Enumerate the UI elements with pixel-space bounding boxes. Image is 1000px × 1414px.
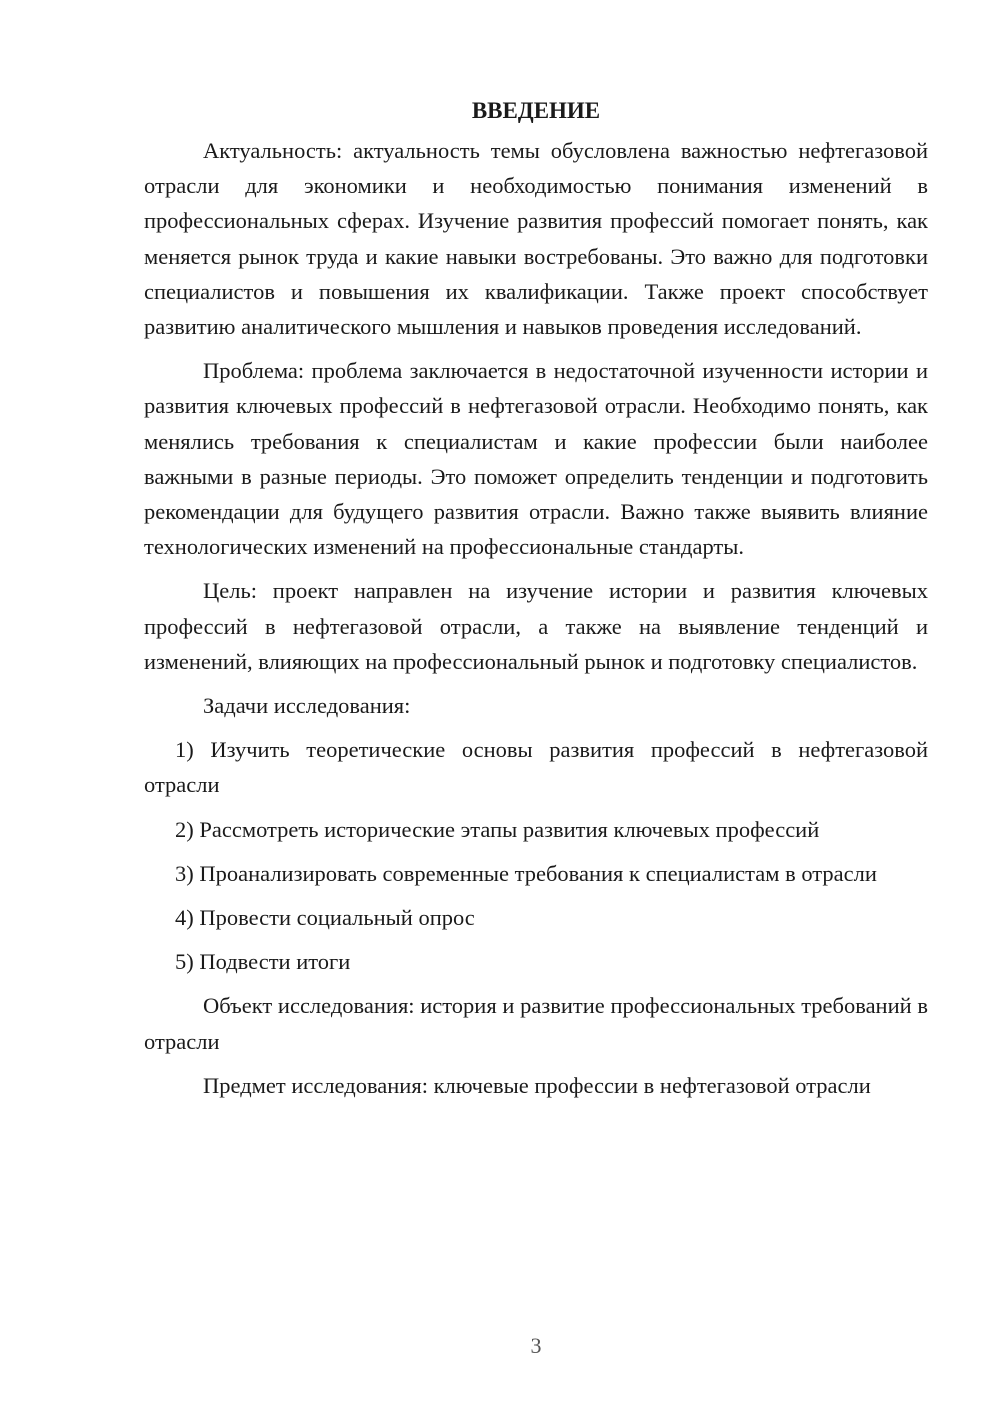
goal-paragraph: Цель: проект направлен на изучение истории и развития ключевых профессий в нефтегазовой отрасли, а также на выявление тенденций и изменений, влияющих на профессиональный рынок и подготовку специалистов. [144, 578, 928, 674]
page-title: ВВЕДЕНИЕ [471, 98, 601, 123]
list-item: 4) Провести социальный опрос [175, 905, 475, 931]
page-content [144, 97, 928, 1112]
relevance-paragraph: Актуальность: актуальность темы обусловлена важностью нефтегазовой отрасли для экономики и необходимостью понимания изменений в профессиональных сферах. Изучение развития профессий помогает понять, как меняется рынок труда и какие навыки востребованы. Это важно для подготовки специалистов и повышения их квалификации. Также проект способствует развитию аналитического мышления и навыков проведения исследований. [144, 138, 928, 340]
object-paragraph: Объект исследования: история и развитие профессиональных требований в отрасли [144, 993, 928, 1054]
list-item: 3) Проанализировать современные требования к специалистам в отрасли [175, 860, 877, 886]
tasks-heading: Задачи исследования: [203, 693, 411, 719]
list-item: 2) Рассмотреть исторические этапы развития ключевых профессий [175, 816, 820, 842]
problem-paragraph: Проблема: проблема заключается в недостаточной изученности истории и развития ключевых профессий в нефтегазовой отрасли. Необходимо понять, как менялись требования к специалистам и какие профессии были наиболее важными в разные периоды. Это поможет определить тенденции и подготовить рекомендации для будущего развития отрасли. Важно также выявить влияние технологических изменений на профессиональные стандарты. [144, 358, 928, 560]
subject-paragraph: Предмет исследования: ключевые профессии в нефтегазовой отрасли [203, 1072, 871, 1098]
page-number: 3 [530, 1333, 542, 1358]
list-item: 1) Изучить теоретические основы развития профессий в нефтегазовой отрасли [144, 737, 928, 798]
tasks-list [144, 732, 928, 979]
list-item: 5) Подвести итоги [175, 949, 351, 975]
